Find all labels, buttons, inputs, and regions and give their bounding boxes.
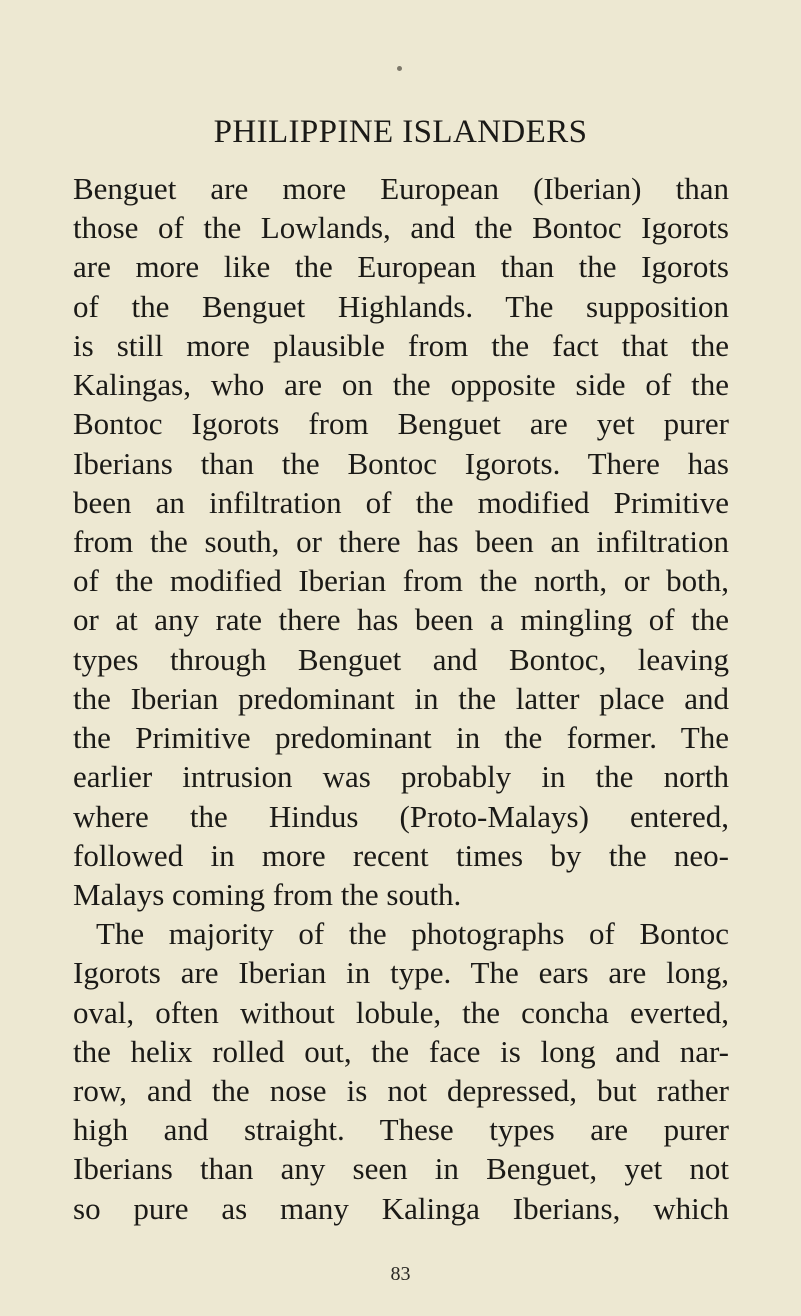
text-line: Benguet are more European (Iberian) than bbox=[73, 171, 729, 206]
text-line: from the south, or there has been an infiltration bbox=[73, 523, 729, 559]
text-line: Iberians than the Bontoc Igorots. There has bbox=[73, 445, 729, 481]
text-line-paragraph-start: The majority of the photographs of Bontoc bbox=[96, 916, 729, 952]
text-line: been an infiltration of the modified Primitive bbox=[73, 484, 729, 520]
body-text bbox=[73, 169, 729, 1228]
text-line: where the Hindus (Proto-Malays) entered, bbox=[73, 798, 729, 834]
text-line: followed in more recent times by the neo- bbox=[73, 837, 729, 873]
text-line: are more like the European than the Igorots bbox=[73, 249, 729, 285]
text-line: the Primitive predominant in the former. The bbox=[73, 720, 729, 756]
text-line: row, and the nose is not depressed, but rather bbox=[73, 1073, 729, 1109]
text-line: of the Benguet Highlands. The supposition bbox=[73, 288, 729, 324]
text-line: Igorots are Iberian in type. The ears are long, bbox=[73, 955, 729, 991]
print-speck bbox=[397, 66, 402, 71]
running-head: PHILIPPINE ISLANDERS bbox=[213, 114, 588, 150]
text-line: Bontoc Igorots from Benguet are yet purer bbox=[73, 406, 729, 442]
page-number: 83 bbox=[390, 1263, 411, 1285]
text-line: those of the Lowlands, and the Bontoc Igorots bbox=[73, 210, 729, 246]
text-line: Iberians than any seen in Benguet, yet not bbox=[73, 1151, 729, 1187]
text-line: types through Benguet and Bontoc, leaving bbox=[73, 641, 729, 677]
text-line-paragraph-end: Malays coming from the south. bbox=[73, 876, 462, 912]
text-line: earlier intrusion was probably in the north bbox=[73, 759, 729, 795]
text-line: the helix rolled out, the face is long and nar- bbox=[73, 1033, 729, 1069]
text-line: high and straight. These types are purer bbox=[73, 1112, 729, 1148]
text-line: so pure as many Kalinga Iberians, which bbox=[73, 1190, 729, 1226]
text-line: Kalingas, who are on the opposite side of the bbox=[73, 367, 729, 403]
text-line: the Iberian predominant in the latter place and bbox=[73, 680, 729, 716]
text-line: of the modified Iberian from the north, or both, bbox=[73, 563, 729, 599]
text-line: is still more plausible from the fact that the bbox=[73, 327, 729, 363]
text-line: or at any rate there has been a mingling of the bbox=[73, 602, 729, 638]
text-line: oval, often without lobule, the concha everted, bbox=[73, 994, 729, 1030]
